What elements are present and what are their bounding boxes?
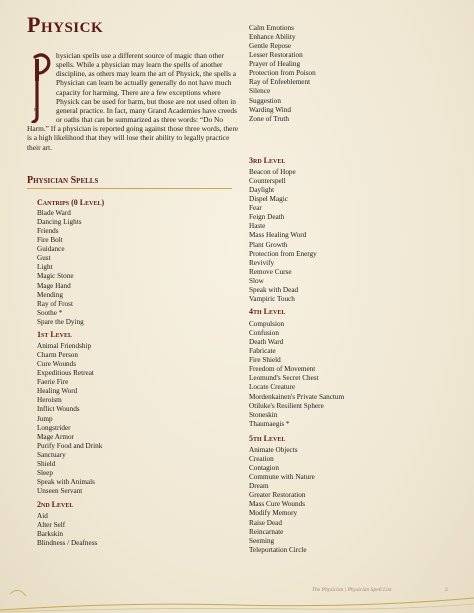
spell-item: Modify Memory (249, 509, 298, 518)
spell-item: Zone of Truth (249, 114, 289, 123)
spell-item: Feign Death (249, 213, 285, 222)
spell-item: Animate Objects (249, 446, 298, 454)
spell-item: Speak with Dead (249, 285, 299, 294)
list-5th-level (249, 446, 315, 555)
drop-cap-letter: P (34, 107, 37, 112)
drop-cap (31, 51, 51, 123)
spell-item: Mending (37, 290, 63, 299)
spell-item: Dispel Magic (249, 195, 288, 204)
spell-item: Dream (249, 482, 269, 491)
spell-item: Expeditious Retreat (37, 369, 94, 378)
spell-item: Guidance (37, 245, 65, 254)
spell-item: Compulsion (249, 320, 285, 328)
spell-item: Fabricate (249, 347, 276, 356)
spell-item: Sleep (37, 468, 53, 477)
spell-item: Charm Person (37, 351, 78, 360)
spell-item: Otiluke's Resilient Sphere (249, 401, 324, 410)
spell-item: Counterspell (249, 177, 286, 186)
spell-item: Warding Wind (249, 105, 291, 114)
spell-item: Soothe * (37, 308, 63, 317)
list-4th-level (249, 320, 344, 429)
page-title: Physick (27, 12, 104, 37)
spell-item: Suggestion (249, 96, 281, 105)
spell-item: Jump (37, 414, 53, 423)
spell-item: Leomund's Secret Chest (249, 374, 319, 383)
spell-item: Shield (37, 459, 56, 468)
spell-item: Plant Growth (249, 240, 288, 249)
footer-text: The Physician | Physician Spell List (312, 587, 392, 593)
spell-item: Beacon of Hope (249, 168, 296, 176)
spell-item: Mass Cure Wounds (249, 500, 305, 509)
spell-item: Fire Bolt (37, 236, 63, 245)
footer-ornament (0, 574, 474, 613)
spell-item: Gust (37, 254, 51, 263)
spell-item: Vampiric Touch (249, 294, 295, 303)
spell-item: Enhance Ability (249, 33, 296, 42)
heading-2nd-level: 2nd Level (37, 500, 74, 509)
spell-item: Locate Creature (249, 383, 296, 392)
spell-item: Remove Curse (249, 267, 292, 276)
spell-item: Thaumaegis * (249, 419, 290, 428)
spell-item: Greater Restoration (249, 491, 306, 500)
spell-item: Animal Friendship (37, 342, 92, 350)
spell-item: Ray of Frost (37, 299, 73, 308)
spell-item: Silence (249, 87, 271, 96)
spell-item: Stoneskin (249, 410, 278, 419)
spell-item: Fire Shield (249, 356, 281, 365)
spell-item: Speak with Animals (37, 477, 95, 486)
heading-cantrips: Cantrips (0 Level) (37, 198, 105, 207)
spell-item: Mage Armor (37, 432, 74, 441)
spell-item: Barkskin (37, 530, 63, 539)
spell-item: Calm Emotions (249, 24, 294, 32)
spell-item: Protection from Energy (249, 249, 317, 258)
spell-item: Magic Stone (37, 272, 74, 281)
spell-item: Confusion (249, 329, 279, 338)
spell-item: Commune with Nature (249, 473, 315, 482)
list-3rd-level (249, 168, 317, 304)
spell-item: Blade Ward (37, 209, 71, 217)
section-rule (27, 188, 232, 189)
heading-4th-level: 4th Level (249, 307, 286, 316)
spell-item: Seeming (249, 536, 275, 545)
intro-text: hysician spells use a different source of magic than other spells. While a physician may learn the spells of another discipline, as others may learn the art of Physick, the spells a Physician can learn be actually generally do not have much capacity for harming. There are a few exceptions where Physick can be used for harm, but those are not used often in general practice. In fact, many Grand Academies have creeds or oaths that can be summarized as three words: “Do No Harm.” If a physician is reported going against those three words, there is a high likelihood that they will lose their ability to legally practice their art. (27, 51, 239, 152)
spell-item: Light (37, 263, 53, 272)
section-title: Physician Spells (27, 175, 99, 186)
spell-item: Prayer of Healing (249, 60, 301, 69)
spell-item: Faerie Fire (37, 378, 69, 387)
list-2nd-level (37, 512, 97, 548)
spell-item: Mordenkainen's Private Sanctum (249, 392, 345, 401)
spell-item: Mass Healing Word (249, 231, 307, 240)
spell-item: Longstrider (37, 423, 71, 432)
spell-item: Raise Dead (249, 518, 282, 527)
heading-5th-level: 5th Level (249, 434, 286, 443)
spell-item: Purify Food and Drink (37, 441, 103, 450)
list-1st-level (37, 342, 102, 496)
page-number: 2 (445, 587, 448, 593)
spell-item: Dancing Lights (37, 218, 82, 227)
heading-3rd-level: 3rd Level (249, 156, 286, 165)
spell-item: Creation (249, 455, 274, 464)
spell-item: Unseen Servant (37, 487, 83, 495)
spell-item: Haste (249, 222, 266, 231)
spell-item: Healing Word (37, 387, 78, 396)
list-2nd-level-continued (249, 24, 316, 124)
spell-item: Ray of Enfeeblement (249, 78, 311, 87)
spell-item: Gentle Repose (249, 42, 292, 51)
spell-item: Reincarnate (249, 527, 284, 536)
spell-item: Sanctuary (37, 450, 66, 459)
spell-item: Protection from Poison (249, 69, 316, 78)
spell-item: Spare the Dying (37, 317, 84, 326)
spell-item: Alter Self (37, 521, 66, 530)
intro-paragraph (27, 51, 239, 152)
spell-item: Slow (249, 276, 264, 285)
spell-item: Daylight (249, 186, 275, 195)
spell-item: Aid (37, 512, 48, 520)
spell-item: Freedom of Movement (249, 365, 316, 374)
spell-item: Friends (37, 227, 59, 236)
spell-item: Death Ward (249, 338, 284, 347)
spell-item: Heroism (37, 396, 62, 405)
spell-item: Contagion (249, 464, 279, 473)
spell-item: Teleportation Circle (249, 545, 307, 554)
spell-item: Inflict Wounds (37, 405, 80, 414)
list-cantrips (37, 209, 84, 327)
spell-item: Revivify (249, 258, 275, 267)
spell-item: Cure Wounds (37, 360, 77, 369)
spell-item: Lesser Restoration (249, 51, 303, 60)
spell-item: Mage Hand (37, 281, 71, 290)
heading-1st-level: 1st Level (37, 330, 73, 339)
spell-item: Blindness / Deafness (37, 539, 98, 548)
spell-item: Fear (249, 204, 262, 213)
